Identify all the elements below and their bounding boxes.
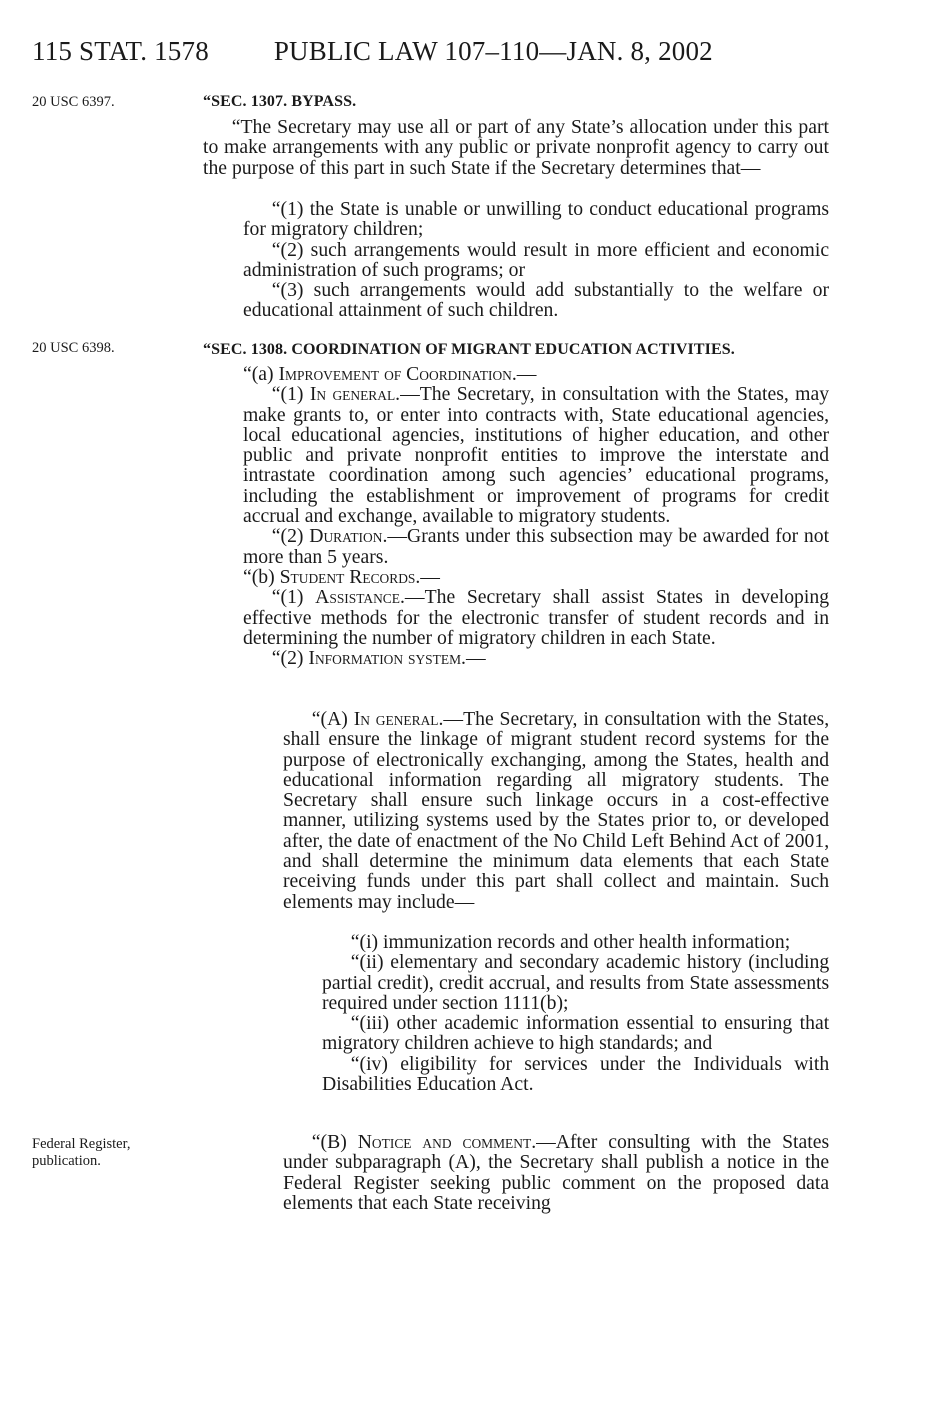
margin-note-federal-register-line1: Federal Register, bbox=[32, 1136, 131, 1152]
paragraph-b2-title: Information system bbox=[308, 647, 462, 670]
page-header bbox=[32, 36, 732, 67]
paragraph-a2-text: .—Grants under this subsection may be awarded for not more than 5 years. bbox=[243, 525, 830, 568]
section-1307-body bbox=[203, 117, 830, 178]
subsection-b-title: Student Records bbox=[279, 565, 416, 588]
margin-note-federal-register-line2: publication. bbox=[32, 1153, 101, 1169]
public-law-title: PUBLIC LAW 107–110—JAN. 8, 2002 bbox=[273, 36, 713, 66]
subparagraph-a-text: .—The Secretary, in consultation with the States, shall ensure the linkage of migrant student record systems for the purpose of electronically exchanging, among the States, health and educational information regarding all migratory students. The Secretary shall ensure such linkage occurs in a cost-effective manner, utilizing systems used by the States prior to, or developed after, the date of enactment of the No Child Left Behind Act of 2001, and shall determine the minimum data elements that each State receiving funds under this part shall collect and maintain. Such elements may include— bbox=[283, 708, 830, 913]
paragraph-b2-heading bbox=[243, 648, 829, 668]
subparagraph-b-prefix: “(B) bbox=[311, 1131, 358, 1153]
paragraph-a1-text: .—The Secretary, in consultation with the States, may make grants to, or enter into contracts with, State educational agencies, local educational agencies, institutions of higher education, and other public and private nonprofit entities to improve the interstate and intrastate coordination among such agencies’ educational programs, including the establishment or improvement of programs for credit accrual and exchange, available to migratory students. bbox=[243, 383, 830, 528]
paragraph-a2-title: Duration bbox=[309, 525, 383, 548]
subsection-b-prefix: “(b) bbox=[243, 565, 280, 588]
section-1307-heading: “SEC. 1307. BYPASS. bbox=[203, 93, 357, 110]
paragraph-a2 bbox=[243, 526, 829, 567]
paragraph-b1 bbox=[243, 587, 829, 648]
section-1307-intro: “The Secretary may use all or part of any State’s allocation under this part to make arrangements with any public or private nonprofit agency to carry out the purpose of this part in such State if the Secretary determines that— bbox=[203, 116, 829, 179]
paragraph-a1-title: In general bbox=[309, 383, 396, 406]
paragraph-b1-title: Assistance bbox=[315, 586, 400, 609]
section-1307-item-1: “(1) the State is unable or unwilling to conduct educational programs for migratory children; bbox=[243, 198, 830, 241]
clause-i: “(i) immunization records and other health information; bbox=[350, 931, 791, 953]
subparagraph-b-title: Notice and comment bbox=[357, 1131, 532, 1153]
paragraph-a1 bbox=[243, 384, 829, 526]
subsection-b-suffix: .— bbox=[415, 565, 440, 588]
subparagraph-a-prefix: “(A) bbox=[311, 708, 354, 730]
subparagraph-b-block bbox=[283, 1132, 830, 1213]
paragraph-b2-prefix: “(2) bbox=[271, 647, 309, 670]
margin-note-usc-6398: 20 USC 6398. bbox=[32, 340, 115, 356]
paragraph-b1-prefix: “(1) bbox=[271, 586, 316, 609]
subsection-a-prefix: “(a) bbox=[243, 363, 279, 385]
margin-note-usc-6397: 20 USC 6397. bbox=[32, 94, 115, 110]
subsection-a-title: Improvement of Coordination bbox=[278, 363, 512, 385]
paragraph-a2-prefix: “(2) bbox=[271, 525, 310, 548]
section-1307-item-2: “(2) such arrangements would result in more efficient and economic administration of such programs; or bbox=[243, 238, 830, 281]
section-1308-subsection-a bbox=[243, 364, 830, 668]
section-1307-item-3: “(3) such arrangements would add substantially to the welfare or educational attainment of such children. bbox=[243, 279, 830, 322]
clause-iii: “(iii) other academic information essential to ensuring that migratory children achieve to high standards; and bbox=[322, 1012, 830, 1055]
subsection-a-heading bbox=[243, 364, 829, 384]
clause-iv: “(iv) eligibility for services under the Individuals with Disabilities Education Act. bbox=[322, 1052, 830, 1096]
subsection-a-suffix: .— bbox=[511, 363, 537, 385]
clauses-block bbox=[322, 932, 830, 1094]
clause-ii: “(ii) elementary and secondary academic history (including partial credit), credit accrual, and results from State assessments required under section 1111(b); bbox=[322, 951, 830, 1014]
stat-citation: 115 STAT. 1578 bbox=[32, 36, 209, 66]
subparagraph-b-text: .—After consulting with the States under subparagraph (A), the Secretary shall publish a notice in the Federal Register seeking public comment on the proposed data elements that each State receiving bbox=[283, 1131, 830, 1214]
section-1307-items bbox=[243, 199, 830, 321]
paragraph-b1-text: .—The Secretary shall assist States in developing effective methods for the electronic transfer of student records and in determining the number of migratory children in each State. bbox=[243, 586, 830, 649]
section-1308-heading: “SEC. 1308. COORDINATION OF MIGRANT EDUCATION ACTIVITIES. bbox=[203, 341, 735, 358]
margin-note-federal-register bbox=[32, 1136, 130, 1170]
subparagraph-a bbox=[283, 709, 829, 912]
subparagraph-b bbox=[283, 1132, 829, 1213]
paragraph-a1-prefix: “(1) bbox=[271, 383, 310, 406]
subparagraph-a-block bbox=[283, 709, 830, 912]
paragraph-b2-suffix: .— bbox=[461, 647, 486, 670]
subsection-b-heading bbox=[243, 567, 829, 587]
subparagraph-a-title: In general bbox=[353, 708, 439, 730]
